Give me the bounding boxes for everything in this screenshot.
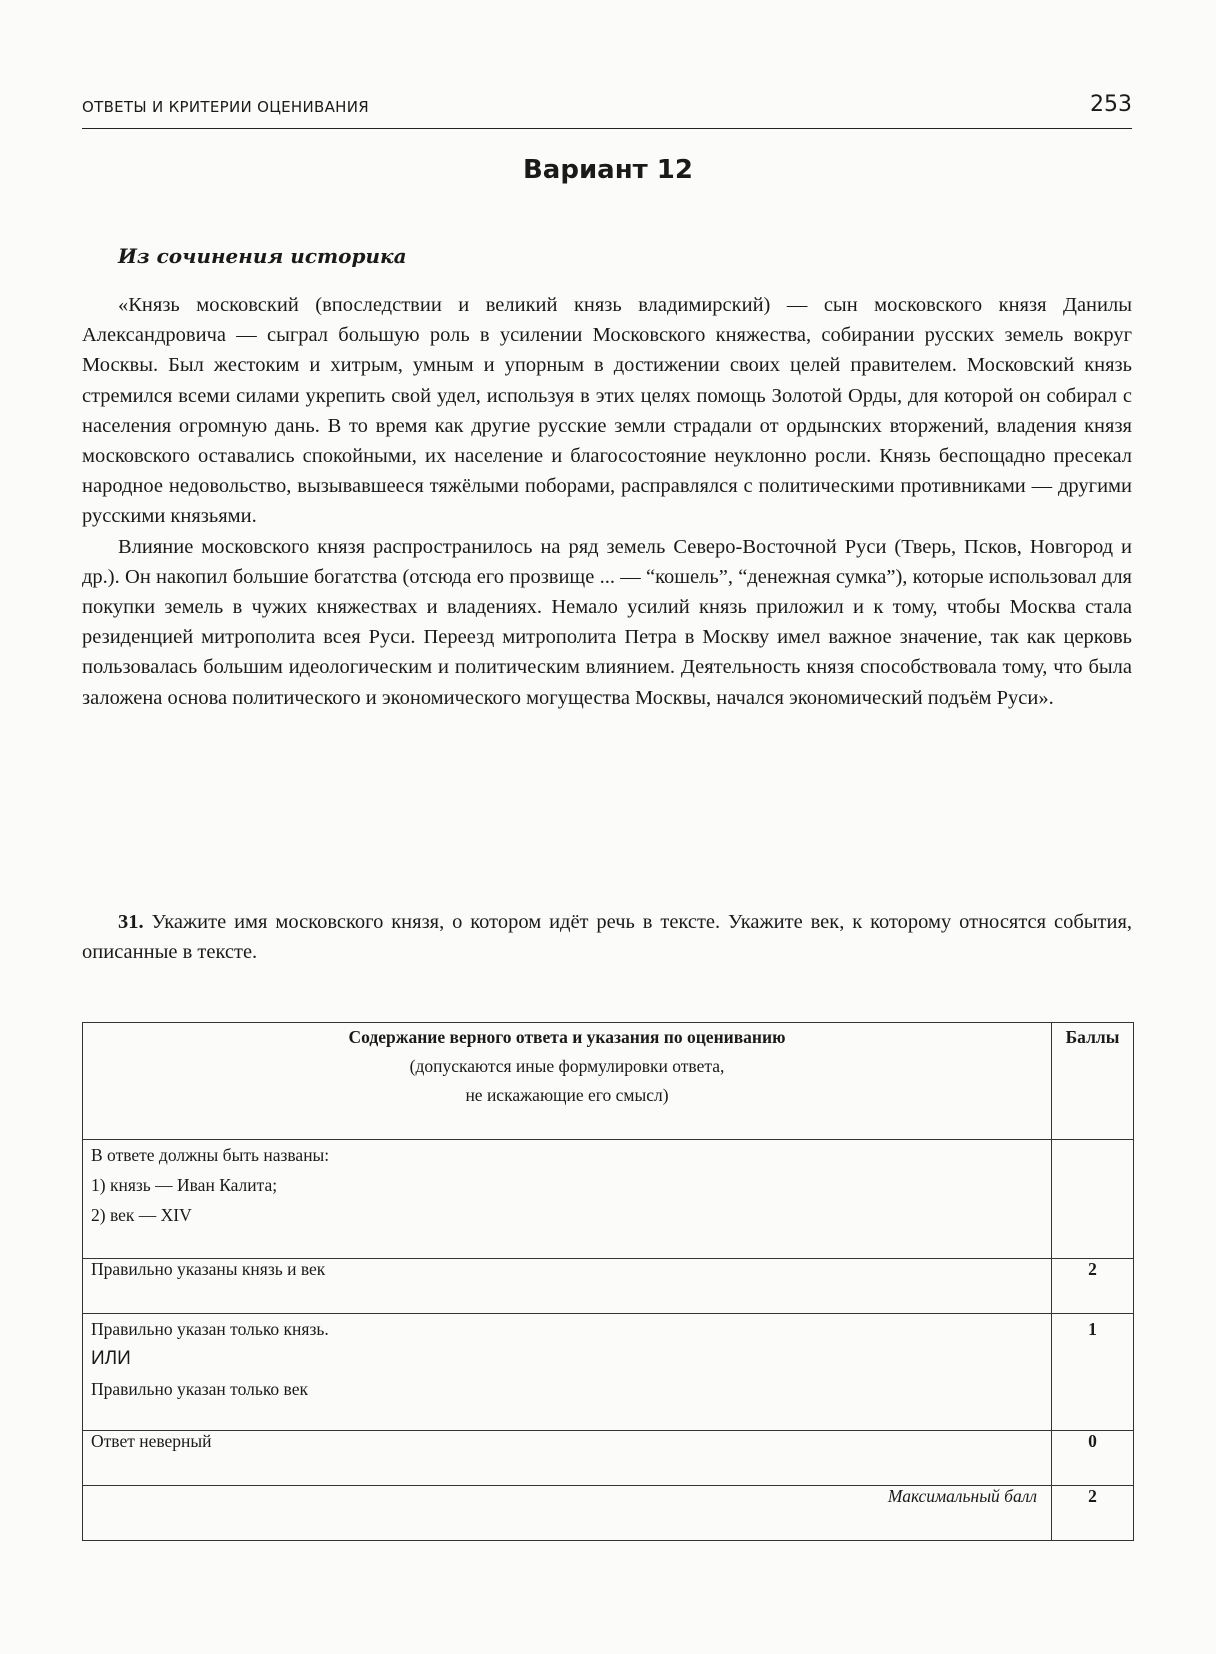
table-row bbox=[83, 1259, 1134, 1314]
table-row bbox=[83, 1314, 1134, 1431]
score-one: 1 bbox=[1052, 1314, 1134, 1431]
criterion-one-line-2: Правильно указан только век bbox=[91, 1379, 308, 1399]
table-row bbox=[83, 1486, 1134, 1541]
max-score-label: Максимальный балл bbox=[83, 1486, 1052, 1541]
score-zero: 0 bbox=[1052, 1431, 1134, 1486]
answer-intro: В ответе должны быть названы: bbox=[91, 1145, 330, 1165]
question-text: Укажите имя московского князя, о котором идёт речь в тексте. Укажите век, к которому относятся события, описанные в тексте. bbox=[82, 911, 1133, 964]
header-content-title: Содержание верного ответа и указания по оцениванию bbox=[348, 1027, 786, 1047]
historian-text bbox=[82, 290, 1132, 713]
question-number: 31. bbox=[118, 911, 144, 933]
criterion-one-or: ИЛИ bbox=[91, 1348, 131, 1369]
criterion-zero: Ответ неверный bbox=[83, 1431, 1052, 1486]
header-content-note-1: (допускаются иные формулировки ответа, bbox=[409, 1056, 725, 1076]
score-both: 2 bbox=[1052, 1259, 1134, 1314]
table-row bbox=[83, 1431, 1134, 1486]
header-title: ОТВЕТЫ И КРИТЕРИИ ОЦЕНИВАНИЯ bbox=[82, 98, 370, 116]
answer-item-1: 1) князь — Иван Калита; bbox=[91, 1175, 278, 1195]
answer-cell bbox=[83, 1140, 1052, 1259]
table-row bbox=[83, 1140, 1134, 1259]
text-paragraph-2: Влияние московского князя распространилось на ряд земель Северо-Восточной Руси (Тверь, Псков, Новгород и др.). Он накопил большие богатства (отсюда его прозвище ... — “кошель”, “денежная сумка”), которые использовал для покупки земель в чужих княжествах и владениях. Немало усилий князь приложил и к тому, чтобы Москва стала резиденцией митрополита всея Руси. Переезд митрополита Петра в Москву имел важное значение, так как церковь пользовалась большим идеологическим и политическим влиянием. Деятельность князя способствовала тому, что была заложена основа политического и экономического могущества Москвы, начался экономический подъём Руси». bbox=[82, 535, 1132, 709]
criterion-one-line-1: Правильно указан только князь. bbox=[91, 1319, 329, 1339]
question-31 bbox=[82, 907, 1132, 967]
variant-title: Вариант 12 bbox=[522, 155, 693, 185]
header-content-cell bbox=[83, 1023, 1052, 1140]
page-number: 253 bbox=[1090, 92, 1132, 117]
answer-item-2: 2) век — XIV bbox=[91, 1205, 192, 1225]
source-title: Из сочинения историка bbox=[118, 244, 407, 268]
max-score-value: 2 bbox=[1052, 1486, 1134, 1541]
header-content-note-2: не искажающие его смысл) bbox=[465, 1085, 669, 1105]
answer-score-cell bbox=[1052, 1140, 1134, 1259]
text-paragraph-1: «Князь московский (впоследствии и великий князь владимирский) — сын московского князя Данилы Александровича — сыграл большую роль в усилении Московского княжества, собирании русских земель вокруг Москвы. Был жестоким и хитрым, умным и упорным в достижении своих целей правителем. Московский князь стремился всеми силами укрепить свой удел, используя в этих целях помощь Золотой Орды, для которой он собирал с населения огромную дань. В то время как другие русские земли страдали от ордынских вторжений, владения князя московского оставались спокойными, их население и благосостояние неуклонно росли. Князь беспощадно пресекал народное недовольство, вызывавшееся тяжёлыми поборами, расправлялся с политическими противниками — другими русскими князьями. bbox=[82, 294, 1132, 528]
table-header-row bbox=[83, 1023, 1134, 1140]
criterion-both: Правильно указаны князь и век bbox=[83, 1259, 1052, 1314]
criterion-one bbox=[83, 1314, 1052, 1431]
criteria-table bbox=[82, 1022, 1134, 1541]
header-score-cell: Баллы bbox=[1052, 1023, 1134, 1140]
running-header bbox=[82, 94, 1132, 129]
